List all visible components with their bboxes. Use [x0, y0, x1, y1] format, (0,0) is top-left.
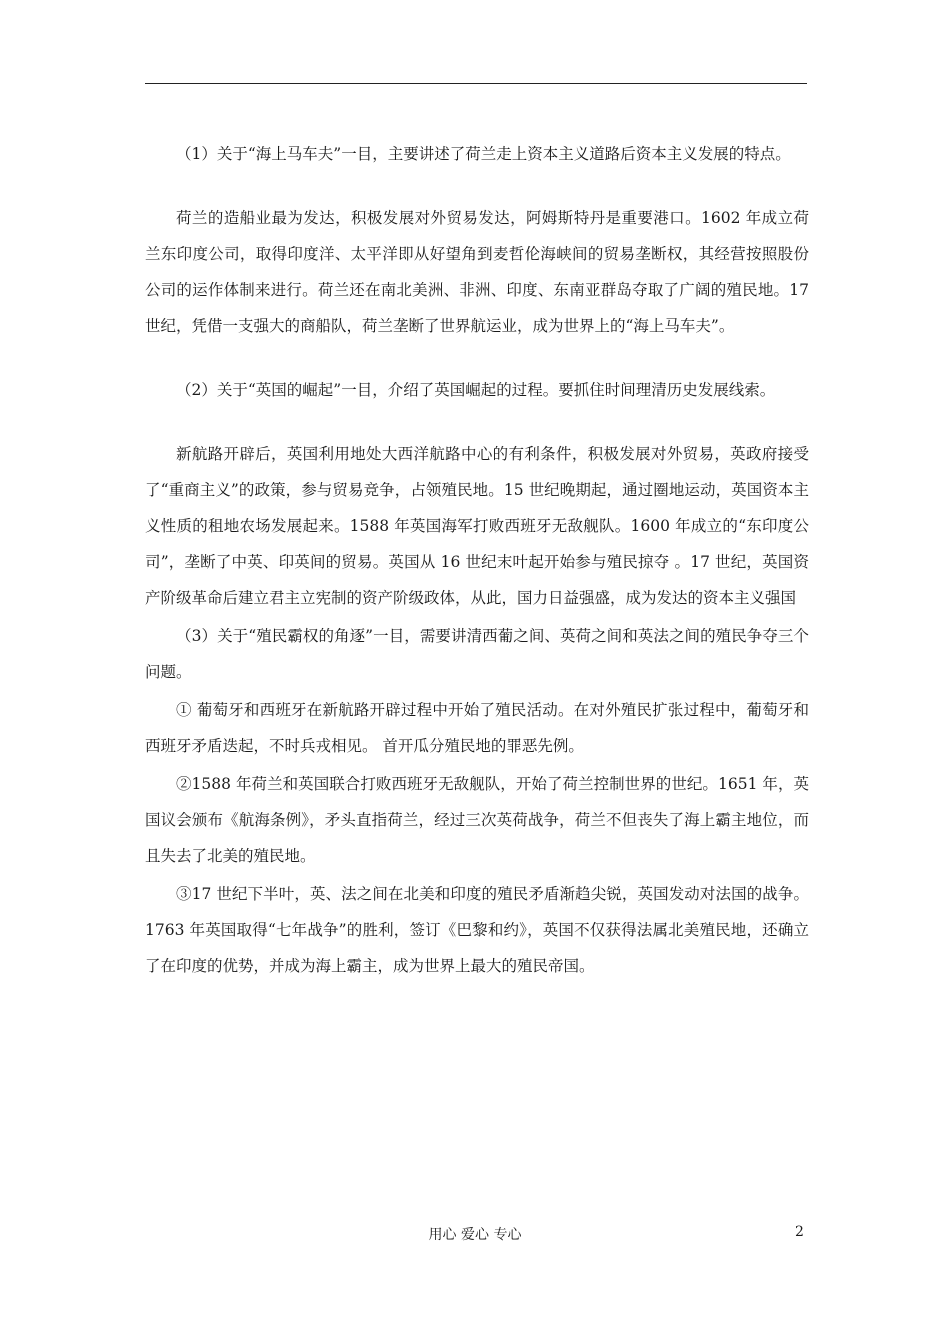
paragraph-4: 新航路开辟后，英国利用地处大西洋航路中心的有利条件，积极发展对外贸易，英政府接受了“重商主义”的政策，参与贸易竞争，占领殖民地。15 世纪晚期起，通过圈地运动，英国资本主义性质的租地农场发展起来。1588 年英国海军打败西班牙无敌舰队。1600 年成立的“东印度公司”，垄断了中英、印英间的贸易。英国从 16 世纪末叶起开始参与殖民掠夺 。17 世纪，英国资产阶级革命后建立君主立宪制的资产阶级政体，从此，国力日益强盛，成为发达的资本主义强国: [145, 445, 809, 607]
paragraph-5: （3）关于“殖民霸权的角逐”一目，需要讲清西葡之间、英荷之间和英法之间的殖民争夺三个问题。: [145, 627, 809, 681]
footer-slogan: 用心 爱心 专心: [428, 1227, 522, 1243]
paragraph-6: ① 葡萄牙和西班牙在新航路开辟过程中开始了殖民活动。在对外殖民扩张过程中，葡萄牙和西班牙矛盾迭起，不时兵戎相见。 首开瓜分殖民地的罪恶先例。: [145, 701, 809, 755]
paragraph-8: ③17 世纪下半叶，英、法之间在北美和印度的殖民矛盾渐趋尖锐，英国发动对法国的战争。1763 年英国取得“七年战争”的胜利，签订《巴黎和约》，英国不仅获得法属北美殖民地，还确立了在印度的优势，并成为海上霸主，成为世界上最大的殖民帝国。: [145, 885, 809, 975]
document-body: [145, 136, 809, 984]
paragraph-2: 荷兰的造船业最为发达，积极发展对外贸易发达，阿姆斯特丹是重要港口。1602 年成立荷兰东印度公司，取得印度洋、太平洋即从好望角到麦哲伦海峡间的贸易垄断权，其经营按照股份公司的运作体制来进行。荷兰还在南北美洲、非洲、印度、东南亚群岛夺取了广阔的殖民地。17 世纪，凭借一支强大的商船队，荷兰垄断了世界航运业，成为世界上的“海上马车夫”。: [145, 209, 809, 335]
paragraph-3: （2）关于“英国的崛起”一目，介绍了英国崛起的过程。要抓住时间理清历史发展线索。: [176, 381, 776, 399]
paragraph-1: （1）关于“海上马车夫”一目，主要讲述了荷兰走上资本主义道路后资本主义发展的特点。: [176, 145, 791, 163]
paragraph-7: ②1588 年荷兰和英国联合打败西班牙无敌舰队，开始了荷兰控制世界的世纪。1651 年，英国议会颁布《航海条例》，矛头直指荷兰，经过三次英荷战争，荷兰不但丧失了海上霸主地位，而且失去了北美的殖民地。: [145, 775, 809, 865]
header-rule: [145, 83, 807, 84]
page-number: 2: [795, 1224, 804, 1240]
